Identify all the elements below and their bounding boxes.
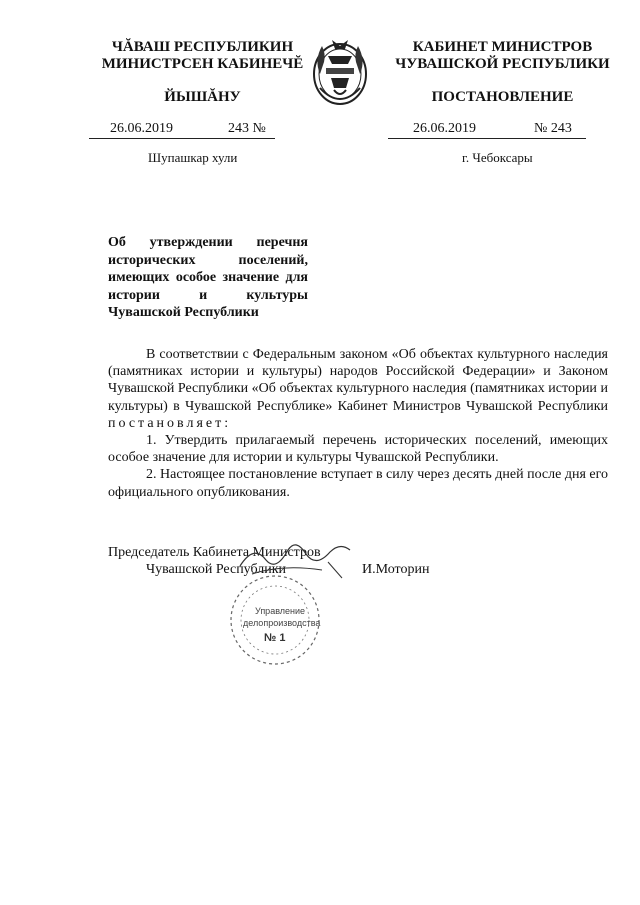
org-name-chuvash-line2: МИНИСТРСЕН КАБИНЕЧĔ (101, 56, 304, 72)
signature-title-line2: Чувашской Республики (146, 562, 287, 577)
date-underline-left (89, 138, 275, 139)
coat-of-arms-emblem (306, 34, 374, 108)
signatory-name: И.Моторин (362, 562, 430, 577)
number-left: 243 № (228, 121, 266, 136)
item-1: 1. Утвердить прилагаемый перечень исторических поселений, имеющих особое значение для истории и культуры Чувашской Республики. (108, 433, 608, 466)
doc-type-russian: ПОСТАНОВЛЕНИЕ (431, 89, 574, 105)
preamble-text: В соответствии с Федеральным законом «Об объектах культурного наследия (памятниках истории и культуры) народов Российской Федерации» и Законом Чувашской Республики «Об объектах культурного наследия (памятниках истории и культуры) в Чувашской Республике» Кабинет Министров Чувашской Республики (108, 347, 608, 414)
stamp-number: № 1 (264, 632, 286, 644)
document-title: Об утверждении перечня исторических поселений, имеющих особое значение для истории и культуры Чувашской Республики (108, 235, 308, 320)
stamp-line1: Управление (255, 606, 306, 616)
org-name-chuvash-line1: ЧĂВАШ РЕСПУБЛИКИН (111, 39, 294, 55)
place-chuvash: Шупашкар хули (148, 150, 238, 165)
org-name-russian-line1: КАБИНЕТ МИНИСТРОВ (412, 39, 593, 55)
org-name-russian-line2: ЧУВАШСКОЙ РЕСПУБЛИКИ (395, 56, 610, 72)
date-right: 26.06.2019 (413, 121, 476, 136)
decree-word: постановляет: (108, 415, 232, 431)
stamp-line2: делопроизводства (243, 618, 321, 628)
item-2: 2. Настоящее постановление вступает в силу через десять дней после дня его официального опубликования. (108, 467, 608, 500)
org-name-chuvash (95, 39, 310, 73)
number-right: № 243 (534, 121, 572, 136)
org-name-russian (395, 39, 610, 73)
document-body (108, 346, 608, 501)
date-underline-right (388, 138, 586, 139)
date-left: 26.06.2019 (110, 121, 173, 136)
place-russian: г. Чебоксары (462, 150, 533, 165)
signature-title-line1: Председатель Кабинета Министров (108, 545, 321, 560)
preamble-paragraph (108, 346, 608, 432)
doc-type-chuvash: ЙЫШĂНУ (164, 89, 241, 105)
